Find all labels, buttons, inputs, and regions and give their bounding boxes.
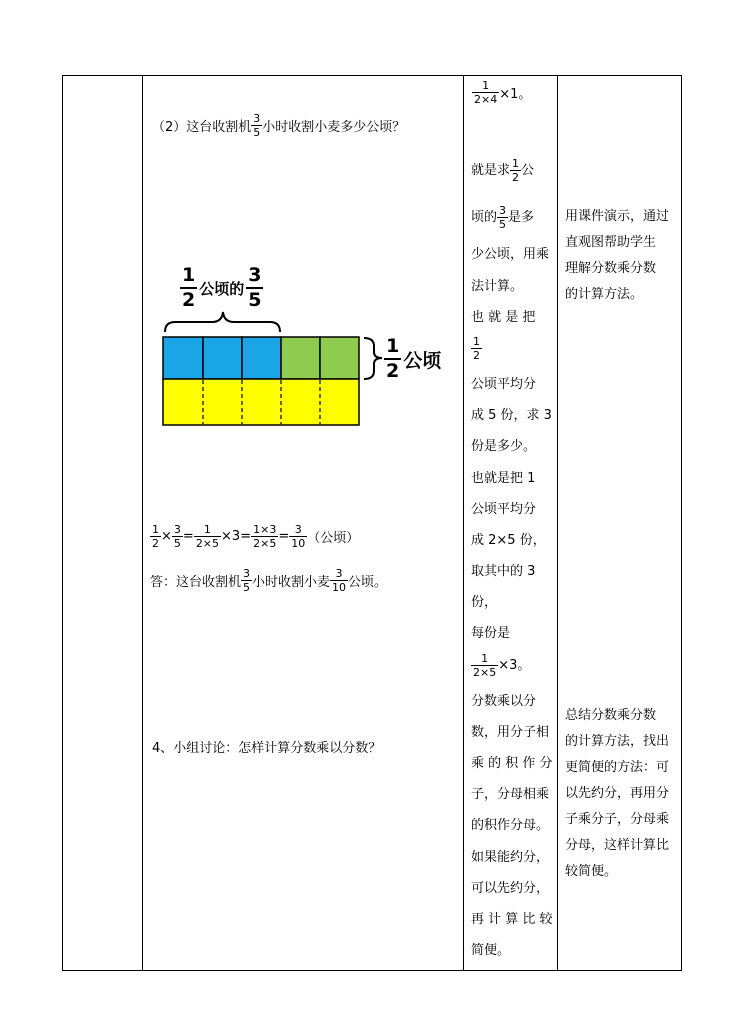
fraction: $\frac{1}{2\times 4}$	[474, 79, 498, 106]
text-line: 用课件演示，通过	[565, 209, 670, 224]
text-line: 份是多少。	[471, 439, 537, 455]
text-line: 再 计 算 比 较	[471, 911, 553, 927]
fraction: $\frac{3}{10}$	[291, 523, 306, 550]
teaching-intent-1	[565, 204, 677, 308]
diagram-right-label: $\frac{1}{2}$ 公顷	[386, 335, 442, 382]
fraction: $\frac{3}{5}$	[248, 264, 262, 311]
text-line: 总结分数乘分数	[565, 708, 657, 723]
text-line: 可以先约分，	[471, 880, 550, 896]
fraction: $\frac{1\times 3}{2\times 5}$	[253, 523, 277, 550]
top-brace	[165, 312, 280, 332]
yellow-half	[163, 379, 359, 425]
right-brace	[364, 338, 382, 379]
calculation-equation: $\frac{1}{2}$ × $\frac{3}{5}$ = $\frac{1}{2\times 5}$ ×3= $\frac{1\times 3}{2\times 5}$ = $\frac{3}{10}$ （公顷）	[152, 523, 360, 550]
green-cell	[320, 337, 359, 379]
fraction: $\frac{1}{2\times 5}$	[473, 651, 497, 679]
text-line: 较简便。	[565, 864, 618, 879]
fraction: $\frac{1}{2\times 5}$	[195, 523, 220, 550]
text-line: 更简便的方法：可	[565, 760, 670, 775]
green-cell	[281, 337, 320, 379]
text-line: 的积作分母。	[471, 818, 550, 834]
text-line: 就是求 $\frac{1}{2}$ 公	[471, 157, 535, 185]
blue-cell	[163, 337, 203, 379]
text-line: 每份是	[471, 626, 511, 642]
text-line: 以先约分，再用分	[565, 786, 670, 801]
text-line: 顷的 $\frac{3}{5}$ 是多	[471, 204, 535, 232]
text-line	[471, 333, 551, 369]
fraction: $\frac{3}{5}$	[253, 112, 261, 139]
answer-line: 答：这台收割机 $\frac{3}{5}$ 小时收割小麦 $\frac{3}{10}$ 公顷。	[150, 567, 388, 594]
col3-top-expression: $\frac{1}{2\times 4}$ ×1。	[474, 79, 532, 106]
text-line: 公顷平均分	[471, 501, 537, 517]
text-line: 的计算方法，找出	[565, 734, 670, 749]
blue-cell	[203, 337, 242, 379]
question-2: （2）这台收割机 $\frac{3}{5}$ 小时收割小麦多少公顷？	[152, 112, 406, 139]
explanation-column	[471, 155, 551, 966]
fraction: $\frac{3}{5}$	[173, 523, 181, 550]
text-line: 也 就 是 把	[471, 309, 536, 325]
text-line: 法计算。	[471, 278, 524, 294]
text-line: 分数乘以分	[471, 693, 537, 709]
text-line: 简便。	[471, 943, 511, 959]
fraction: $\frac{1}{2}$	[182, 264, 196, 311]
blue-cell	[242, 337, 281, 379]
text-line: 理解分数乘分数	[565, 261, 657, 276]
fraction: $\frac{1}{2}$	[512, 157, 520, 185]
text-line: 成 2×5 份，	[471, 532, 546, 548]
teaching-intent-2	[565, 703, 677, 885]
text-line: 的计算方法。	[565, 287, 644, 302]
text-line: 少公顷，用乘	[471, 247, 550, 263]
text-line: 分母，这样计算比	[565, 838, 670, 853]
text-line: 取其中的 3	[471, 564, 536, 580]
text-line: 成 5 份，求 3	[471, 408, 552, 424]
text-line: 也就是把 1	[471, 470, 536, 486]
text-line: 直观图帮助学生	[565, 235, 657, 250]
text-line: 如果能约分，	[471, 849, 550, 865]
text-line: 份，	[471, 595, 498, 611]
text-line: 子，分母相乘	[471, 787, 550, 803]
fraction: $\frac{3}{5}$	[499, 204, 507, 232]
text-line: 乘 的 积 作 分	[471, 756, 553, 771]
fraction: $\frac{1}{2}$	[152, 523, 159, 550]
diagram-top-label: $\frac{1}{2}$ 公顷的 $\frac{3}{5}$	[182, 264, 262, 311]
text-line: 数，用分子相	[471, 724, 550, 740]
text-line: $\frac{1}{2\times 5}$ ×3。	[473, 651, 531, 679]
group-discussion: 4、小组讨论：怎样计算分数乘以分数？	[152, 741, 382, 756]
fraction: $\frac{1}{2}$	[386, 335, 400, 382]
fraction: $\frac{1}{2}$	[473, 334, 480, 362]
text-line: 公顷平均分	[471, 376, 537, 392]
text-line: 子乘分子，分母乘	[565, 812, 670, 827]
fraction: $\frac{3}{5}$	[243, 567, 251, 594]
fraction: $\frac{3}{10}$	[332, 567, 347, 594]
